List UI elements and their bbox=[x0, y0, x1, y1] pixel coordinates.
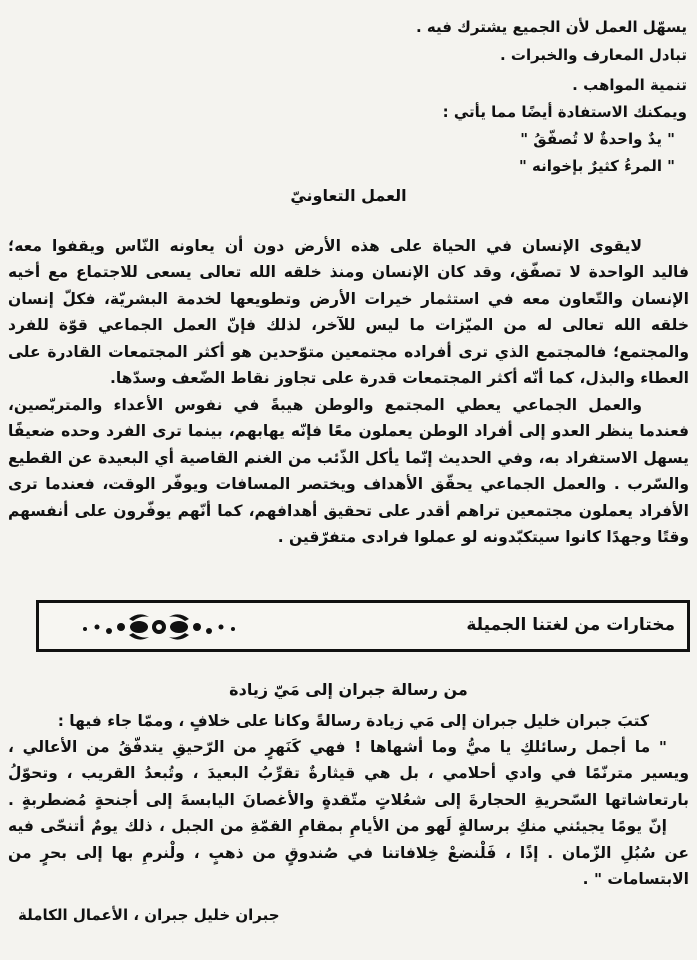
paragraph-line: بارتعاشاتها السّحريةِ الحجارةَ إلى شعُلاتٍ متّقدةٍ والأغصانَ اليابسةَ إلى أجنحةٍ مُضطربةٍ . bbox=[8, 791, 689, 809]
paragraph-line: فاليد الواحدة لا تصفّق، وقد كان الإنسان ومنذ خلقه الله تعالى يسعى للاجتماع مع أخيه bbox=[8, 263, 689, 281]
paragraph-line: خلقه الله تعالى له من الميّزات ما ليس للآخر، لذلك فإنّ العمل الجماعي قوّة للفرد bbox=[8, 316, 689, 334]
paragraph-line: " ما أجمل رسائلكِ يا ميُّ وما أشهاها ! فهي كَنَهرٍ من الرّحيقِ يتدفّقُ من الأعالي ، bbox=[8, 738, 667, 756]
paragraph-line: والمجتمع؛ فالمجتمع الذي ترى أفراده مجتمعين متوّحدين هو أكثر المجتمعات القادرة على bbox=[8, 343, 689, 361]
paragraph-line: الأفراد يعملون مجتمعين تراهم أقدر على تحقيق أهدافهم، كما أنّهم يوفّرون على أنفسهم bbox=[8, 502, 689, 520]
paragraph-line: الابتسامات " . bbox=[582, 870, 689, 888]
proverb: " يدٌ واحدةٌ لا تُصفّقُ " bbox=[520, 130, 675, 148]
list-item: تنمية المواهب . bbox=[572, 76, 687, 94]
list-item: ويمكنك الاستفادة أيضًا مما يأتي : bbox=[442, 103, 687, 121]
paragraph-line: لايقوى الإنسان في الحياة على هذه الأرض دون أن يعاونه النّاس ويقفوا معه؛ bbox=[8, 237, 642, 255]
paragraph-line: وقتًا وجهدًا كانوا سيتكبّدونه لو عملوا فرادى متفرّقين . bbox=[277, 528, 689, 546]
paragraph-line: كتبَ جبران خليل جبران إلى مَي زيادة رسالةً وكانا على خلافٍ ، وممّا جاء فيها : bbox=[57, 712, 649, 730]
paragraph-line: إنّ يومًا يجيئني منكِ برسالةٍ لَهو من الأيامِ بمقامِ القمّةِ من الجبل ، ذلك يومٌ أتنحّى فيه bbox=[8, 817, 667, 835]
section-title: من رسالة جبران إلى مَيّ زيادة bbox=[229, 680, 468, 699]
proverb: " المرءُ كثيرٌ بإخوانه " bbox=[519, 157, 675, 175]
paragraph-line: ويسير مترنّمًا في وادي أحلامي ، بل هي قيثارةٌ تقرِّبُ البعيدَ ، وتُبعدُ القريب ، وتحوّلُ bbox=[8, 764, 689, 782]
paragraph-line: والعمل الجماعي يعطي المجتمع والوطن هيبةً في نفوس الأعداء والمتربّصين، bbox=[8, 396, 642, 414]
banner-title: مختارات من لغتنا الجميلة bbox=[466, 615, 675, 635]
section-title: العمل التعاونيّ bbox=[290, 186, 407, 205]
ornament-icon bbox=[69, 609, 249, 645]
source-citation: جبران خليل جبران ، الأعمال الكاملة bbox=[18, 906, 280, 924]
paragraph-line: العطاء والبذل، كما أنّه أكثر المجتمعات قدرة على تجاوز نقاط الضّعف وسدّها. bbox=[109, 369, 689, 387]
section-banner bbox=[36, 600, 690, 652]
list-item: تبادل المعارف والخبرات . bbox=[499, 46, 687, 64]
paragraph-line: والسّرب . والعمل الجماعي يحقّق الأهداف ويختصر المسافات ويوفّر الوقت، فعندما ترى bbox=[8, 475, 689, 493]
list-item: يسهّل العمل لأن الجميع يشترك فيه . bbox=[415, 18, 687, 36]
paragraph-line: عن سُبُلِ الزّمان . إذًا ، فَلْنضعْ خِلافاتنا في صُندوقٍ من ذهبٍ ، ولْنرمِ بها إلى بحرٍ من bbox=[8, 844, 689, 862]
paragraph-line: فعندما ينظر العدو إلى أفراد الوطن يعملون معًا فإنّه يهابهم، بينما ترى الفرد وحده ضعيفًا bbox=[8, 422, 689, 440]
paragraph-line: الإنسان والتّعاون معه في استثمار خيرات الأرض وتطويعها لخدمة البشريّة، فكلّ إنسان bbox=[8, 290, 689, 308]
paragraph-line: يسهل الاستفراد به، وفي الحديث إنّما يأكل الذّئب من الغنم القاصية أي البعيدة عن القطيع bbox=[8, 449, 689, 467]
